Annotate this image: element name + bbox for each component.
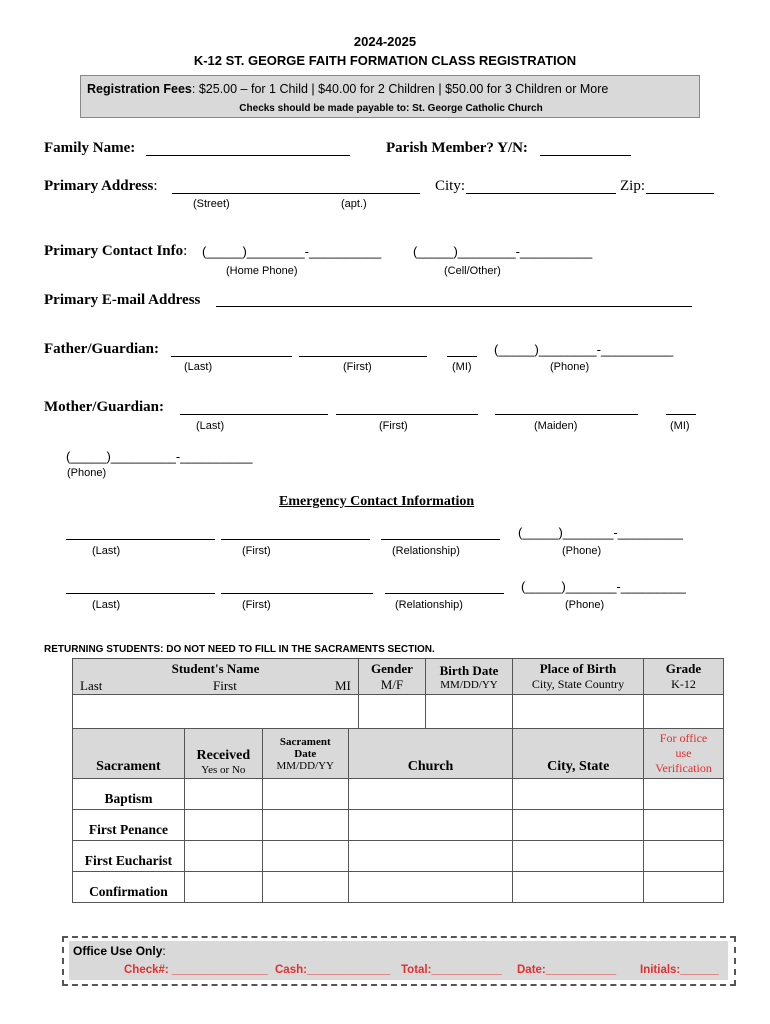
form-title: K-12 ST. GEORGE FAITH FORMATION CLASS REGISTRATION <box>193 53 577 68</box>
birth-date-cell[interactable] <box>426 695 513 729</box>
date-cell[interactable] <box>262 779 348 810</box>
city-state-header <box>513 729 644 779</box>
city-state-cell[interactable] <box>513 872 644 903</box>
office-verification-line2: use <box>675 746 692 760</box>
table-row <box>73 841 724 872</box>
sacrament-title: Sacrament <box>96 759 161 774</box>
zip-label: Zip: <box>620 178 645 194</box>
city-label: City: <box>435 178 466 194</box>
emergency2-phone-field[interactable]: (_____)_______-_________ <box>521 579 686 594</box>
returning-students-note: RETURNING STUDENTS: DO NOT NEED TO FILL IN THE SACRAMENTS SECTION. <box>44 644 435 655</box>
student-table <box>72 658 724 729</box>
address-colon: : <box>153 178 158 194</box>
city-field[interactable] <box>466 193 616 194</box>
church-cell[interactable] <box>348 810 513 841</box>
contact-label-text: Primary Contact Info <box>44 243 184 259</box>
place-of-birth-cell[interactable] <box>513 695 644 729</box>
date-cell[interactable] <box>262 841 348 872</box>
mother-maiden-field[interactable] <box>495 414 638 415</box>
grade-header <box>644 659 724 695</box>
emergency2-first-field[interactable] <box>221 593 373 594</box>
sacrament-confirmation: Confirmation <box>73 872 185 903</box>
received-cell[interactable] <box>184 810 262 841</box>
emergency1-phone-field[interactable]: (_____)_______-_________ <box>518 525 683 540</box>
street-field[interactable] <box>172 193 420 194</box>
sacrament-date-sub: MM/DD/YY <box>276 759 334 772</box>
mother-last-caption: (Last) <box>196 420 225 432</box>
church-header <box>348 729 513 779</box>
sacrament-header <box>73 729 185 779</box>
student-mi-header: MI <box>335 678 351 693</box>
fee-text: : $25.00 – for 1 Child | $40.00 for 2 Children | $50.00 for 3 Children or More <box>191 82 609 96</box>
home-phone-field[interactable]: (_____)________-__________ <box>202 244 382 259</box>
email-label: Primary E-mail Address <box>44 292 201 308</box>
date-cell[interactable] <box>262 810 348 841</box>
city-state-title: City, State <box>547 759 610 774</box>
father-first-caption: (First) <box>343 361 372 373</box>
office-verification-line3: Verification <box>655 761 712 775</box>
street-caption: (Street) <box>193 198 230 210</box>
zip-field[interactable] <box>646 193 714 194</box>
emergency2-first-caption: (First) <box>242 599 271 611</box>
birth-date-title: Birth Date <box>439 662 499 678</box>
address-label <box>44 178 157 195</box>
home-phone-caption: (Home Phone) <box>226 265 298 277</box>
emergency1-relationship-field[interactable] <box>381 539 500 540</box>
father-last-caption: (Last) <box>184 361 213 373</box>
birth-date-header <box>426 659 513 695</box>
received-cell[interactable] <box>184 841 262 872</box>
church-title: Church <box>407 759 454 774</box>
table-row <box>73 872 724 903</box>
fee-label: Registration Fees <box>87 82 192 96</box>
emergency2-last-caption: (Last) <box>92 599 121 611</box>
fee-line <box>87 82 608 96</box>
city-state-cell[interactable] <box>513 810 644 841</box>
emergency1-last-caption: (Last) <box>92 545 121 557</box>
received-cell[interactable] <box>184 872 262 903</box>
gender-cell[interactable] <box>359 695 426 729</box>
checks-payable-note: Checks should be made payable to: St. George Catholic Church <box>239 103 543 114</box>
check-number-field[interactable]: Check#: _______________ <box>124 964 268 976</box>
office-use-box <box>62 936 736 986</box>
student-name-header <box>73 659 359 695</box>
father-label: Father/Guardian: <box>44 341 159 357</box>
gender-sub: M/F <box>380 676 404 692</box>
table-row <box>73 810 724 841</box>
received-header <box>184 729 262 779</box>
parish-member-label: Parish Member? Y/N: <box>386 140 528 156</box>
verification-cell[interactable] <box>644 841 724 872</box>
fee-box <box>80 75 700 118</box>
place-of-birth-title: Place of Birth <box>539 661 617 676</box>
gender-title: Gender <box>371 660 413 676</box>
verification-cell[interactable] <box>644 872 724 903</box>
cell-phone-caption: (Cell/Other) <box>444 265 501 277</box>
contact-colon: : <box>183 243 188 259</box>
emergency1-phone-caption: (Phone) <box>562 545 602 557</box>
mother-phone-caption: (Phone) <box>67 467 107 479</box>
office-use-colon: : <box>162 944 166 958</box>
father-mi-field[interactable] <box>447 356 477 357</box>
table-row <box>73 779 724 810</box>
sacrament-date-line2: Date <box>294 747 317 760</box>
sacrament-first-penance: First Penance <box>73 810 185 841</box>
verification-cell[interactable] <box>644 810 724 841</box>
emergency2-relationship-field[interactable] <box>385 593 504 594</box>
father-first-field[interactable] <box>299 356 427 357</box>
mother-first-field[interactable] <box>336 414 478 415</box>
office-verification-header <box>644 729 724 779</box>
grade-cell[interactable] <box>644 695 724 729</box>
office-use-title <box>73 944 166 958</box>
sacrament-baptism: Baptism <box>73 779 185 810</box>
total-field[interactable]: Total:___________ <box>401 964 502 976</box>
father-mi-caption: (MI) <box>452 361 472 373</box>
mother-maiden-caption: (Maiden) <box>534 420 578 432</box>
sacrament-table <box>72 728 724 903</box>
date-cell[interactable] <box>262 872 348 903</box>
received-cell[interactable] <box>184 779 262 810</box>
family-name-label: Family Name: <box>44 140 136 156</box>
emergency2-phone-caption: (Phone) <box>565 599 605 611</box>
birth-date-sub: MM/DD/YY <box>440 678 498 691</box>
place-of-birth-header <box>513 659 644 695</box>
cash-field[interactable]: Cash:_____________ <box>275 964 391 976</box>
emergency1-first-caption: (First) <box>242 545 271 557</box>
mother-mi-caption: (MI) <box>670 420 690 432</box>
verification-cell[interactable] <box>644 779 724 810</box>
father-last-field[interactable] <box>171 356 292 357</box>
cell-phone-field[interactable]: (_____)________-__________ <box>413 244 593 259</box>
address-label-text: Primary Address <box>44 178 154 194</box>
emergency1-relationship-caption: (Relationship) <box>392 545 460 557</box>
office-verification-line1: For office <box>659 731 708 745</box>
student-name-title: Student's Name <box>171 661 260 676</box>
grade-sub: K-12 <box>671 677 696 691</box>
received-sub: Yes or No <box>201 764 246 776</box>
apt-caption: (apt.) <box>341 198 367 210</box>
gender-header <box>359 659 426 695</box>
city-state-cell[interactable] <box>513 841 644 872</box>
family-name-field[interactable] <box>146 155 350 156</box>
sacrament-first-eucharist: First Eucharist <box>73 841 185 872</box>
grade-title: Grade <box>665 661 702 676</box>
church-cell[interactable] <box>348 872 513 903</box>
office-use-label: Office Use Only <box>73 944 163 958</box>
church-cell[interactable] <box>348 779 513 810</box>
sacrament-date-line1: Sacrament <box>279 735 331 748</box>
received-title: Received <box>196 748 251 763</box>
contact-label <box>44 243 187 260</box>
emergency1-last-field[interactable] <box>66 539 215 540</box>
form-year: 2024-2025 <box>353 34 417 49</box>
email-field[interactable] <box>216 306 692 307</box>
city-state-cell[interactable] <box>513 779 644 810</box>
place-of-birth-sub: City, State Country <box>531 677 625 691</box>
mother-last-field[interactable] <box>180 414 328 415</box>
initials-field[interactable]: Initials:______ <box>640 964 719 976</box>
mother-mi-field[interactable] <box>666 414 696 415</box>
mother-first-caption: (First) <box>379 420 408 432</box>
emergency-title: Emergency Contact Information <box>279 494 475 509</box>
father-phone-field[interactable]: (_____)________-__________ <box>494 342 674 357</box>
date-field[interactable]: Date:___________ <box>517 964 617 976</box>
sacrament-date-header <box>262 729 348 779</box>
student-first-header: First <box>213 678 237 693</box>
emergency2-last-field[interactable] <box>66 593 215 594</box>
father-phone-caption: (Phone) <box>550 361 590 373</box>
church-cell[interactable] <box>348 841 513 872</box>
emergency1-first-field[interactable] <box>221 539 370 540</box>
student-last-header: Last <box>80 678 103 693</box>
mother-label: Mother/Guardian: <box>44 399 164 415</box>
student-name-cell[interactable] <box>73 695 359 729</box>
emergency2-relationship-caption: (Relationship) <box>395 599 463 611</box>
parish-member-field[interactable] <box>540 155 631 156</box>
mother-phone-field[interactable]: (_____)_________-__________ <box>66 449 253 464</box>
